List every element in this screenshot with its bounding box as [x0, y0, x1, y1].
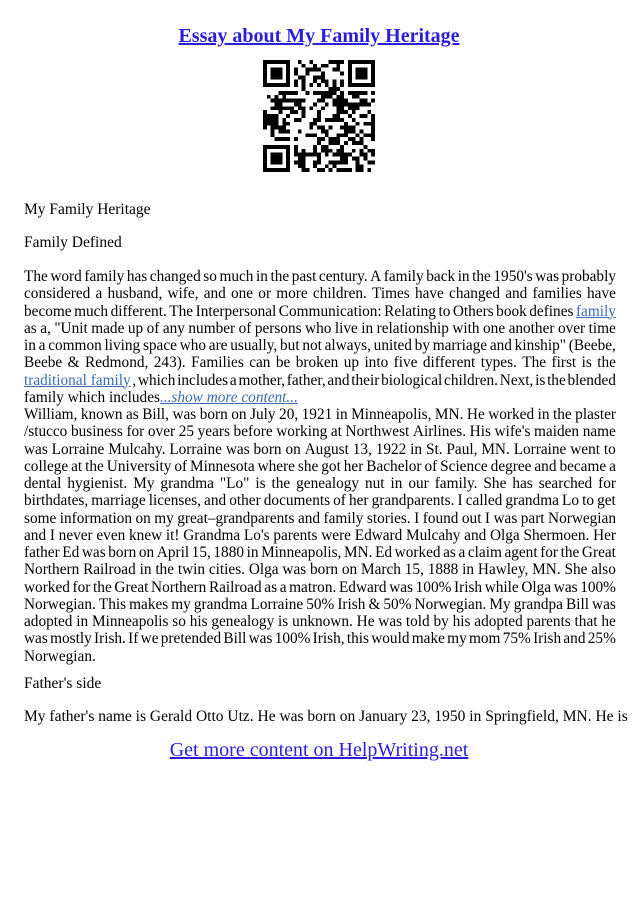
text-line: /stucco business for over 25 years before working at Northwest Airlines. His wife's maiden name: [24, 423, 616, 441]
essay-title-link[interactable]: Essay about My Family Heritage: [178, 25, 460, 47]
text-line: birthdates, marriage licenses, and other documents of her grandparents. I called grandma Lo to get: [24, 492, 616, 510]
family-link[interactable]: family: [575, 302, 616, 320]
text-line: college at the University of Minnesota where she got her Bachelor of Science degree and became a: [24, 457, 616, 475]
qr-code-icon: [263, 60, 375, 172]
traditional-family-link[interactable]: traditional family: [24, 371, 131, 389]
text-line: traditional family , which includes a mother, father, and their biological children. Next, is the blended: [24, 371, 616, 389]
text-line: Beebe & Redmond, 243). Families can be broken up into five different types. The first is the: [24, 354, 616, 372]
text-line: as a, "Unit made up of any number of persons who live in relationship with one another over time: [24, 319, 616, 337]
paragraph-grandparents: [24, 406, 616, 665]
text-line: was Lorraine Mulcahy. Lorraine was born on August 13, 1922 in St. Paul, MN. Lorraine went to: [24, 440, 616, 458]
text-line: William, known as Bill, was born on July 20, 1921 in Minneapolis, MN. He worked in the plaster: [24, 406, 616, 423]
text-line: family which includes...show more content...: [24, 388, 298, 406]
text-line: Northern Railroad in the twin cities. Olga was born on March 15, 1888 in Hawley, MN. She also: [24, 561, 616, 579]
section-heading-fathers-side: Father's side: [24, 675, 102, 692]
text-line: The word family has changed so much in the past century. A family back in the 1950's was probably: [24, 268, 616, 285]
text-line: considered a husband, wife, and one or more children. Times have changed and families have: [24, 285, 616, 303]
text-line: some information on my great–grandparents and family stories. I found out I was part Norwegian: [24, 509, 616, 527]
text-line: and I never even knew it! Grandma Lo's parents were Edward Mulcahy and Olga Shermoen. Her: [24, 526, 616, 544]
essay-heading: My Family Heritage: [24, 201, 151, 218]
text-line: become much different. The Interpersonal Communication: Relating to Others book defines family: [24, 302, 616, 320]
text-line: father Ed was born on April 15, 1880 in Minneapolis, MN. Ed worked as a claim agent for the Great: [24, 544, 616, 561]
text-line: Norwegian.: [24, 647, 96, 665]
show-more-link[interactable]: ...show more content...: [159, 388, 298, 406]
section-heading-family-defined: Family Defined: [24, 234, 122, 251]
get-more-content-link[interactable]: Get more content on HelpWriting.net: [169, 739, 469, 761]
text-line: was mostly Irish. If we pretended Bill was 100% Irish, this would make my mom 75% Irish and 25%: [24, 630, 616, 648]
text-line: worked for the Great Northern Railroad as a matron. Edward was 100% Irish while Olga was 100%: [24, 578, 616, 596]
paragraph-fathers-side: My father's name is Gerald Otto Utz. He was born on January 23, 1950 in Springfield, MN. He is: [24, 708, 628, 725]
text-line: adopted in Minneapolis so his genealogy is unknown. He was told by his adopted parents that he: [24, 613, 616, 630]
text-line: in a common living space who are usually, but not always, united by marriage and kinship" (Beebe,: [24, 337, 616, 354]
paragraph-family-defined: [24, 268, 616, 406]
text-line: Norwegian. This makes my grandma Lorraine 50% Irish & 50% Norwegian. My grandpa Bill was: [24, 595, 616, 613]
text-line: dental hygienist. My grandma "Lo" is the genealogy nut in our family. She has searched for: [24, 475, 616, 492]
